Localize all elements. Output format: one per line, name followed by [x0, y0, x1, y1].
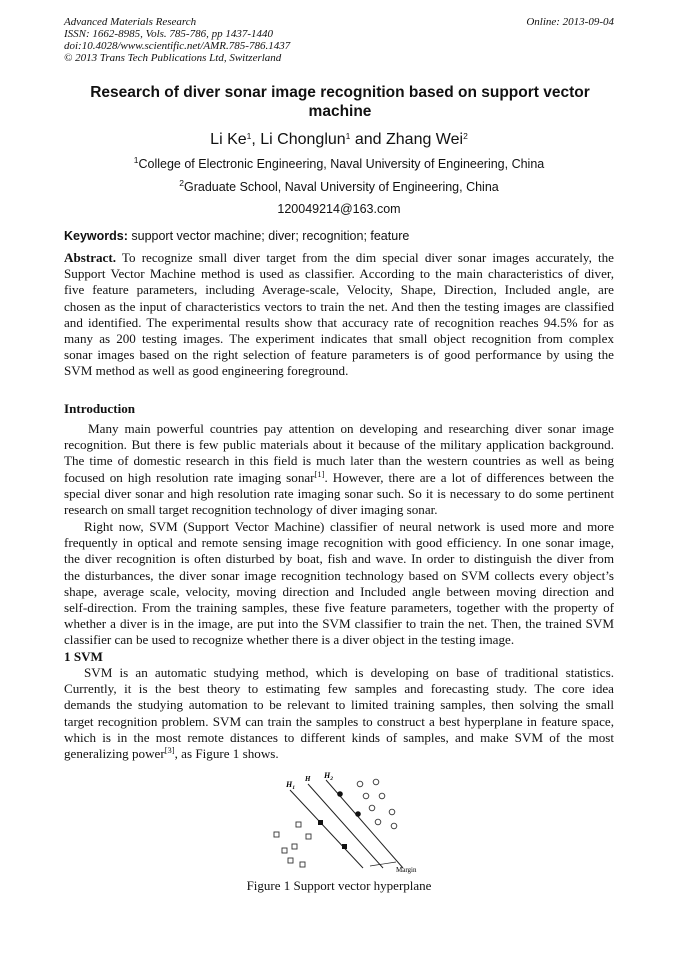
running-header [64, 16, 290, 64]
intro-paragraph-1: Many main powerful countries pay attention on developing and researching diver sonar image recognition. But there is few public materials about it because of the military application background. The time of domestic research in this field is much later than the western countries as well as being focused on high resolution rate imaging sonar[1]. However, there are a lot of differences between the special diver sonar and high resolution rate imaging sonar such. So it is necessary to do some pertinent research on small target recognition technology of diver imaging sonar. [64, 421, 614, 517]
section-heading-svm: 1 SVM [64, 649, 103, 664]
svm-paragraph: SVM is an automatic studying method, which is developing on base of traditional statistics. Currently, it is the best theory to estimating few samples and forecasting study. The core idea demands the studying automation to be relevant to limited training samples, then solving the small target recognition problem. SVM can train the samples to construct a best hyperplane in feature space, which is in the most remote distances to different kinds of samples, and make SVM of the most generalizing power[3], as Figure 1 shows. [64, 665, 614, 761]
author-name: Li Ke [210, 131, 247, 148]
margin-arrow [370, 862, 396, 866]
sample-square [296, 822, 301, 827]
keywords [64, 229, 409, 243]
citation-1: [1] [314, 468, 325, 479]
author-name: , Li Chonglun [251, 131, 346, 148]
hyperplane-h [308, 784, 383, 868]
sample-circle [357, 781, 363, 787]
citation-3: [3] [164, 744, 175, 755]
sample-circle [391, 823, 397, 829]
issn-line: ISSN: 1662-8985, Vols. 785-786, pp 1437-1440 [64, 28, 273, 40]
label-margin: Margin [396, 866, 417, 874]
support-vector-square [318, 820, 323, 825]
author-line [0, 131, 678, 149]
affil-marker: 1 [246, 131, 252, 141]
sample-circle [389, 809, 395, 815]
doi-line: doi:10.4028/www.scientific.net/AMR.785-786.1437 [64, 40, 291, 52]
author-name: and Zhang Wei [350, 131, 464, 148]
sample-circle [369, 805, 375, 811]
support-vector-circle [355, 811, 361, 817]
support-vector-circle [337, 791, 343, 797]
sample-square [306, 834, 311, 839]
sample-circle [373, 779, 379, 785]
abstract: Abstract. To recognize small diver target from the dim special diver sonar images accurately, the Support Vector Machine method is used as classifier. According to the main characteristics of diver, five feature parameters, including Average-scale, Velocity, Shape, Direction, Included angle, are chosen as the input of characteristics vectors to train the net. And then the testing images are classified and identified. The experimental results show that accuracy rate of recognition reaches 94.5% for as many as 200 testing images. The experiment indicates that small object recognition from complex sonar images based on the right selection of feature parameters is of good performance by using the SVM method as well as good engineering foreground. [64, 250, 614, 379]
keywords-label: Keywords: [64, 229, 128, 243]
sample-square [292, 844, 297, 849]
abstract-label: Abstract. [64, 250, 116, 265]
svm-hyperplane-figure [258, 770, 428, 875]
sample-circle [379, 793, 385, 799]
affil-marker: 1 [345, 131, 351, 141]
label-h2: $H_2$ [324, 771, 333, 782]
section-heading-introduction: Introduction [64, 401, 136, 416]
online-date: Online: 2013-09-04 [526, 16, 614, 28]
journal-name: Advanced Materials Research [64, 16, 197, 28]
sample-circle [375, 819, 381, 825]
copyright-line: © 2013 Trans Tech Publications Ltd, Switzerland [64, 52, 282, 64]
sample-square [274, 832, 279, 837]
figure-caption: Figure 1 Support vector hyperplane [246, 878, 432, 893]
affiliation-2: $^2$Graduate School, Naval University of Engineering, China [179, 178, 499, 194]
hyperplane-h1 [290, 790, 363, 868]
intro-paragraph-2: Right now, SVM (Support Vector Machine) classifier of neural network is used more and more frequently in optical and remote sensing image recognition with good efficiency. In one sonar image, the diver recognition is often disturbed by boat, fish and wave. In order to distinguish the diver from the disturbances, the diver sonar image recognition technology based on SVM collects every object’s shape, average scale, velocity, moving direction and Included angle between moving direction and self-direction. From the training samples, these five feature parameters, together with the property of whether a diver is in the image, are put into the SVM classifier to train the net. Then, the trained SVM classifier can be used to recognize whether there is a diver object in the testing image. [64, 519, 614, 648]
sample-circle [363, 793, 369, 799]
label-h: H [305, 775, 311, 783]
support-vector-square [342, 844, 347, 849]
keywords-text: support vector machine; diver; recognition; feature [127, 229, 410, 243]
sample-square [282, 848, 287, 853]
affiliation-1: $^1$College of Electronic Engineering, Naval University of Engineering, China [133, 155, 545, 171]
label-h1: $H_1$ [286, 780, 295, 791]
paper-title: Research of diver sonar image recognition based on support vector machine [90, 84, 590, 120]
sample-square [300, 862, 305, 867]
affil-marker: 2 [463, 131, 468, 141]
sample-square [288, 858, 293, 863]
author-email: 120049214@163.com [277, 202, 401, 216]
